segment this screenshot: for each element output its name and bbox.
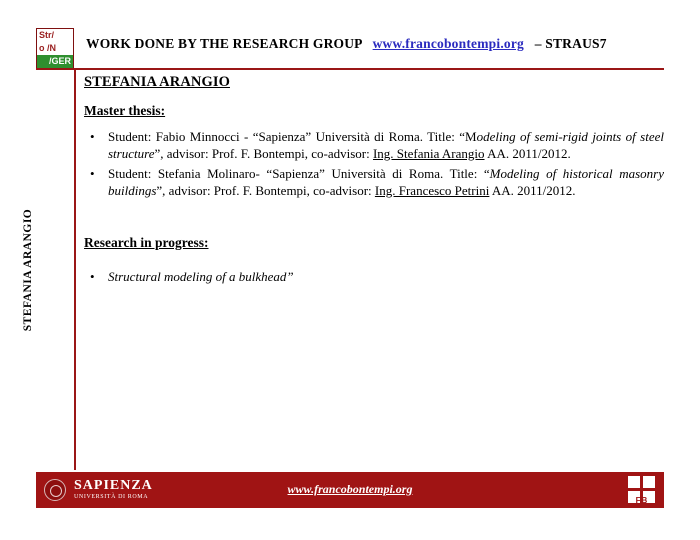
list-item (84, 269, 664, 286)
research-group-logo (36, 28, 74, 68)
logo-line-3: /GER (37, 55, 73, 68)
research-in-progress-heading: Research in progress: (84, 235, 209, 250)
research-list (84, 269, 664, 286)
header-divider (36, 68, 664, 70)
footer-website-link[interactable]: www.francobontempi.org (287, 482, 413, 496)
logo-line-2: o /N (37, 42, 73, 55)
header-title-before: WORK DONE BY THE RESEARCH GROUP (86, 36, 362, 51)
master-thesis-heading: Master thesis: (84, 103, 166, 118)
fb-logo-label: FB (635, 496, 649, 505)
thesis-mid: ”, advisor: Prof. F. Bontempi, co-advisor: (156, 182, 375, 198)
logo-line-1: Str/ (37, 29, 73, 42)
thesis-lead: Student: Stefania Molinaro- “Sapienza” Università di Roma. Title: “ (108, 166, 490, 181)
thesis-title-italic: odeling of semi-rigid joints of steel structure (108, 129, 664, 161)
page-title: STEFANIA ARANGIO (84, 74, 230, 90)
header-title-after: – STRAUS7 (534, 36, 607, 51)
sapienza-subtitle: UNIVERSITÀ DI ROMA (74, 494, 149, 500)
section-side-label: STEFANIA ARANGIO (22, 208, 34, 332)
thesis-lead: Student: Fabio Minnocci - “Sapienza” Università di Roma. Title: “M (108, 129, 477, 144)
footer-bar (36, 472, 664, 508)
thesis-tail: AA. 2011/2012. (484, 145, 571, 161)
thesis-coadvisor: Ing. Stefania Arangio (372, 145, 485, 161)
fb-logo-icon (628, 476, 656, 504)
master-thesis-list (84, 129, 664, 199)
thesis-title-italic: Modeling of historical masonry buildings (108, 166, 665, 198)
header-website-link[interactable]: www.francobontempi.org (372, 36, 524, 51)
list-item (84, 129, 664, 162)
slide-content (84, 74, 664, 290)
sapienza-name: SAPIENZA (74, 478, 153, 493)
thesis-mid: ”, advisor: Prof. F. Bontempi, co-advisor: (154, 145, 373, 161)
list-item (84, 166, 664, 199)
header-title (86, 36, 686, 52)
left-vertical-divider (74, 68, 76, 470)
thesis-coadvisor: Ing. Francesco Petrini (374, 182, 490, 198)
thesis-tail: AA. 2011/2012. (489, 182, 576, 198)
research-item-text: Structural modeling of a bulkhead” (108, 269, 294, 284)
